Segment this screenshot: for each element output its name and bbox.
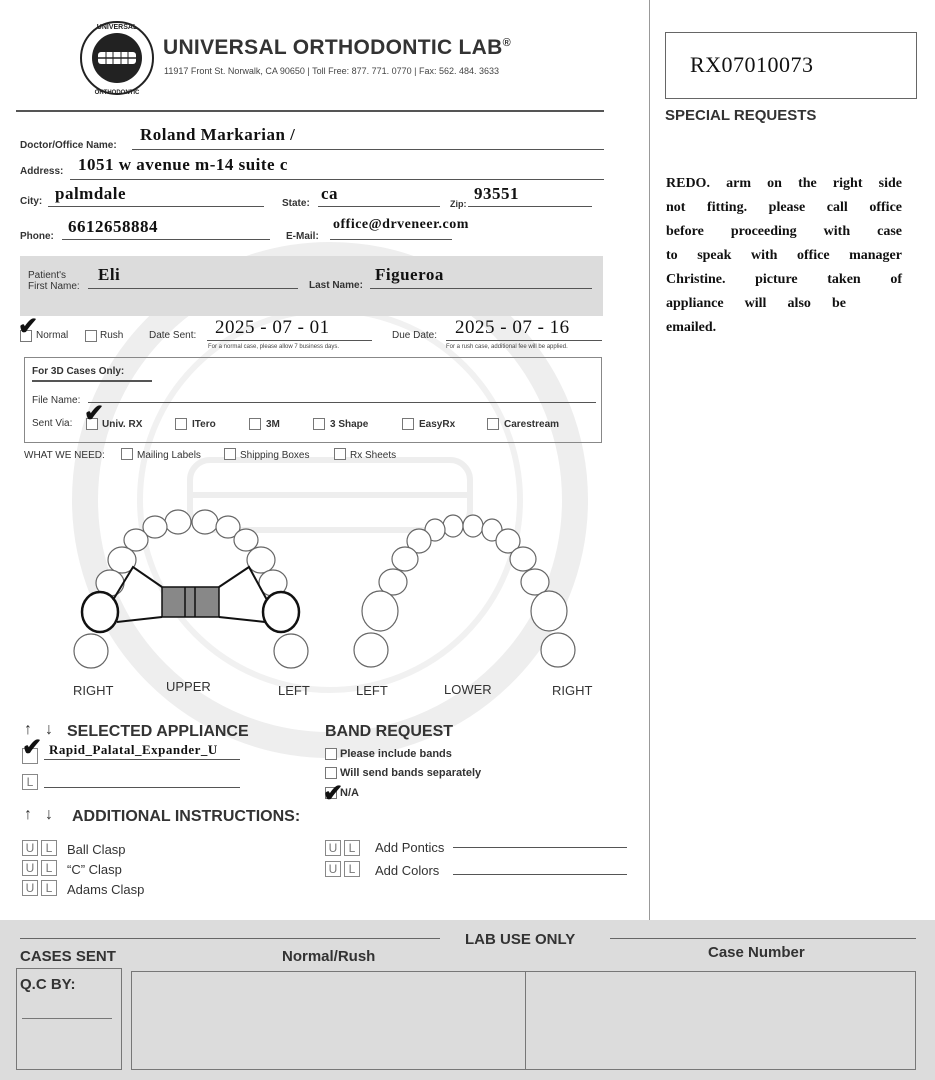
rx-number: RX07010073 [690, 52, 814, 77]
sent-via-option: EasyRx [419, 419, 456, 430]
phone-value[interactable]: 6612658884 [68, 217, 158, 236]
appliance-upper-value[interactable]: Rapid_Palatal_Expander_U [49, 742, 218, 757]
state-value[interactable]: ca [321, 184, 339, 203]
what-we-need-option: Shipping Boxes [240, 450, 310, 461]
lab-contact: 11917 Front St. Norwalk, CA 90650 | Toll Free: 877. 771. 0770 | Fax: 562. 484. 3633 [164, 66, 500, 76]
band-option: Will send bands separately [340, 767, 482, 779]
date-sent-note: For a normal case, please allow 7 business days. [208, 344, 340, 350]
email-value[interactable]: office@drveneer.com [333, 217, 469, 232]
special-request-line: to speak with office manager [666, 248, 902, 263]
up-arrow-icon: ↑ [24, 721, 32, 738]
normal-rush-label: Normal/Rush [282, 948, 376, 965]
logo-top-text: UNIVERSAL [96, 24, 138, 31]
file-name-label: File Name: [32, 395, 81, 406]
doctor-label: Doctor/Office Name: [20, 140, 117, 151]
email-label: E-Mail: [286, 231, 319, 242]
rush-checkbox[interactable] [85, 330, 97, 342]
upper-label: UPPER [166, 679, 211, 694]
special-request-line: REDO. arm on the right side [666, 176, 902, 191]
add-colors-l-box[interactable]: L [344, 861, 360, 877]
sent-via-option: 3 Shape [330, 419, 369, 430]
sent-via-3shape-checkbox[interactable] [313, 418, 325, 430]
address-label: Address: [20, 166, 64, 177]
special-request-line: before proceeding with case [666, 224, 902, 239]
band-request-title: BAND REQUEST [325, 723, 454, 740]
add-pontics-l-box[interactable]: L [344, 840, 360, 856]
up-arrow-icon: ↑ [24, 806, 32, 823]
special-requests-text [666, 172, 902, 340]
special-request-line: Christine. picture taken of [666, 272, 902, 287]
lower-label: LOWER [444, 682, 492, 697]
instruction-label: Add Pontics [375, 840, 445, 855]
sent-via-option: Univ. RX [102, 419, 143, 430]
header-rule [16, 110, 604, 112]
due-date-note: For a rush case, additional fee will be applied. [446, 344, 568, 350]
band-option: Please include bands [340, 748, 452, 760]
date-sent-value[interactable]: 2025 - 07 - 01 [215, 317, 330, 338]
adams-clasp-l-box[interactable]: L [41, 880, 57, 896]
lab-use-title: LAB USE ONLY [465, 931, 576, 948]
logo-bottom-text: ORTHODONTIC [94, 90, 140, 96]
add-pontics-u-box[interactable]: U [325, 840, 341, 856]
special-requests-title: SPECIAL REQUESTS [665, 107, 817, 124]
appliance-lower-box[interactable]: L [22, 774, 38, 790]
lower-left-label: LEFT [356, 683, 388, 698]
patient-last-label: Last Name: [309, 280, 363, 291]
address-value[interactable]: 1051 w avenue m-14 suite c [78, 155, 288, 174]
upper-right-label: RIGHT [73, 683, 114, 698]
sent-via-option: ITero [192, 419, 216, 430]
what-we-need-option: Rx Sheets [350, 450, 397, 461]
special-request-line: emailed. [666, 320, 717, 335]
add-colors-u-box[interactable]: U [325, 861, 341, 877]
due-date-value[interactable]: 2025 - 07 - 16 [455, 317, 570, 338]
mailing-labels-checkbox[interactable] [121, 448, 133, 460]
band-na-checkmark-icon: ✔ [323, 780, 344, 807]
band-option: N/A [340, 787, 359, 799]
normal-label: Normal [36, 330, 69, 341]
column-divider [649, 0, 650, 920]
sent-via-itero-checkbox[interactable] [175, 418, 187, 430]
ball-clasp-l-box[interactable]: L [41, 840, 57, 856]
upper-arch-diagram[interactable] [65, 505, 315, 675]
patient-first-label: Patient's First Name: [28, 270, 80, 292]
rush-label: Rush [100, 330, 124, 341]
case-number-box[interactable] [525, 971, 916, 1070]
send-bands-checkbox[interactable] [325, 767, 337, 779]
c-clasp-l-box[interactable]: L [41, 860, 57, 876]
lower-arch-diagram[interactable] [345, 510, 585, 675]
additional-instructions-title: ADDITIONAL INSTRUCTIONS: [72, 808, 301, 825]
sent-via-carestream-checkbox[interactable] [487, 418, 499, 430]
selected-appliance-title: SELECTED APPLIANCE [67, 723, 249, 740]
city-value[interactable]: palmdale [55, 184, 127, 203]
special-request-line: appliance will also be [666, 296, 846, 311]
down-arrow-icon: ↓ [45, 806, 53, 823]
shipping-boxes-checkbox[interactable] [224, 448, 236, 460]
adams-clasp-u-box[interactable]: U [22, 880, 38, 896]
sent-via-3m-checkbox[interactable] [249, 418, 261, 430]
rx-sheets-checkbox[interactable] [334, 448, 346, 460]
univrx-checkmark-icon: ✔ [84, 400, 105, 427]
normal-rush-box[interactable] [131, 971, 526, 1070]
date-sent-label: Date Sent: [149, 330, 197, 341]
zip-value[interactable]: 93551 [474, 184, 519, 203]
special-request-line: not fitting. please call office [666, 200, 902, 215]
what-we-need-option: Mailing Labels [137, 450, 201, 461]
normal-checkmark-icon: ✔ [18, 313, 39, 340]
instruction-label: Adams Clasp [67, 882, 145, 897]
qc-by-label: Q.C BY: [20, 976, 76, 993]
include-bands-checkbox[interactable] [325, 748, 337, 760]
down-arrow-icon: ↓ [45, 721, 53, 738]
cases-3d-title: For 3D Cases Only: [32, 366, 125, 377]
sent-via-label: Sent Via: [32, 418, 73, 429]
instruction-label: Add Colors [375, 863, 440, 878]
what-we-need-label: WHAT WE NEED: [24, 450, 105, 461]
instruction-label: “C” Clasp [67, 862, 122, 877]
zip-label: Zip: [450, 199, 467, 209]
lower-right-label: RIGHT [552, 683, 593, 698]
doctor-value[interactable]: Roland Markarian / [140, 125, 296, 144]
lab-logo [78, 18, 156, 98]
sent-via-option: 3M [266, 419, 280, 430]
sent-via-option: Carestream [504, 419, 560, 430]
state-label: State: [282, 198, 310, 209]
upper-left-label: LEFT [278, 683, 310, 698]
instruction-label: Ball Clasp [67, 842, 126, 857]
patient-first-value[interactable]: Eli [98, 265, 121, 284]
due-date-label: Due Date: [392, 330, 438, 341]
appliance-checkmark-icon: ✔ [22, 734, 43, 761]
city-label: City: [20, 196, 43, 207]
sent-via-easyrx-checkbox[interactable] [402, 418, 414, 430]
cases-sent-label: CASES SENT [20, 948, 116, 965]
patient-last-value[interactable]: Figueroa [375, 265, 444, 284]
phone-label: Phone: [20, 231, 54, 242]
case-number-label: Case Number [708, 944, 805, 961]
ball-clasp-u-box[interactable]: U [22, 840, 38, 856]
lab-name: UNIVERSAL ORTHODONTIC LAB® [163, 36, 512, 59]
c-clasp-u-box[interactable]: U [22, 860, 38, 876]
